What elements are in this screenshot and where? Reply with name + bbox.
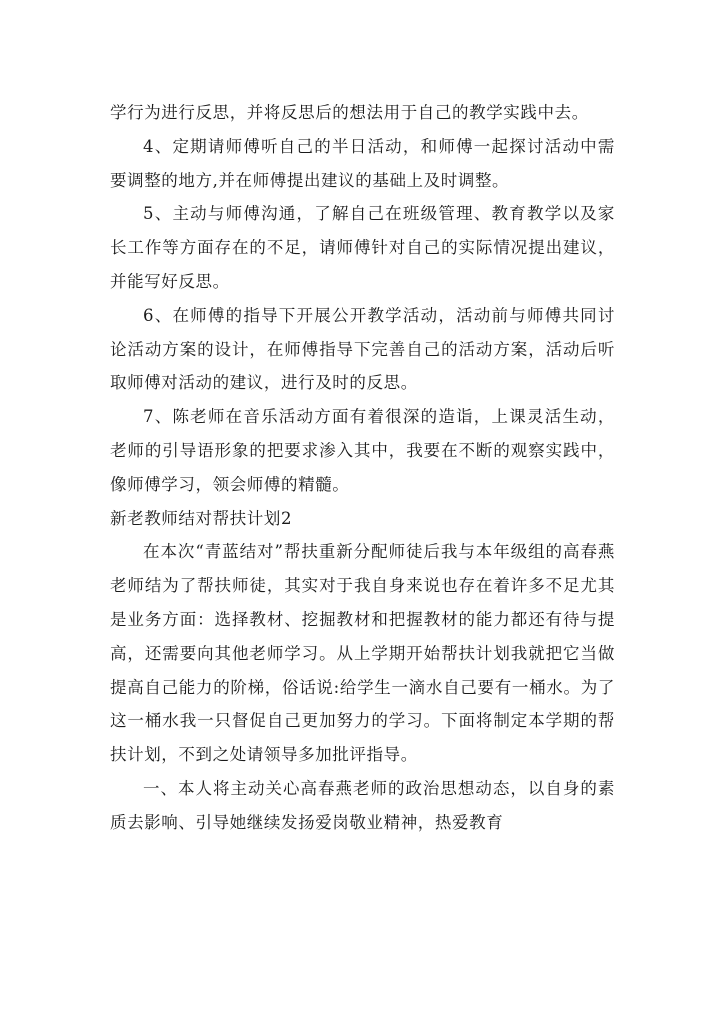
paragraph-item-4: 4、定期请师傅听自己的半日活动，和师傅一起探讨活动中需要调整的地方,并在师傅提出建议的基础上及时调整。 xyxy=(110,136,615,190)
document-body xyxy=(110,96,615,840)
paragraph-item-6: 6、在师傅的指导下开展公开教学活动，活动前与师傅共同讨论活动方案的设计，在师傅指导下完善自己的活动方案，活动后听取师傅对活动的建议，进行及时的反思。 xyxy=(110,305,615,393)
paragraph-continuation: 学行为进行反思，并将反思后的想法用于自己的教学实践中去。 xyxy=(110,103,589,122)
paragraph-item-5: 5、主动与师傅沟通，了解自己在班级管理、教育教学以及家长工作等方面存在的不足，请师傅针对自己的实际情况提出建议，并能写好反思。 xyxy=(110,204,615,291)
section-heading: 新老教师结对帮扶计划2 xyxy=(110,508,293,528)
paragraph-point-1: 一、本人将主动关心高春燕老师的政治思想动态，以自身的素质去影响、引导她继续发扬爱岗敬业精神，热爱教育 xyxy=(110,778,615,832)
paragraph-item-7: 7、陈老师在音乐活动方面有着很深的造诣，上课灵活生动，老师的引导语形象的把要求渗入其中，我要在不断的观察实践中，像师傅学习，领会师傅的精髓。 xyxy=(110,407,615,494)
paragraph-intro: 在本次“青蓝结对”帮扶重新分配师徒后我与本年级组的高春燕老师结为了帮扶师徒，其实对于我自身来说也存在着许多不足尤其是业务方面：选择教材、挖掘教材和把握教材的能力都还有待与提高，还需要向其他老师学习。从上学期开始帮扶计划我就把它当做提高自己能力的阶梯，俗话说:给学生一滴水自己要有一桶水。为了这一桶水我一只督促自己更加努力的学习。下面将制定本学期的帮扶计划，不到之处请领导多加批评指导。 xyxy=(110,542,615,765)
